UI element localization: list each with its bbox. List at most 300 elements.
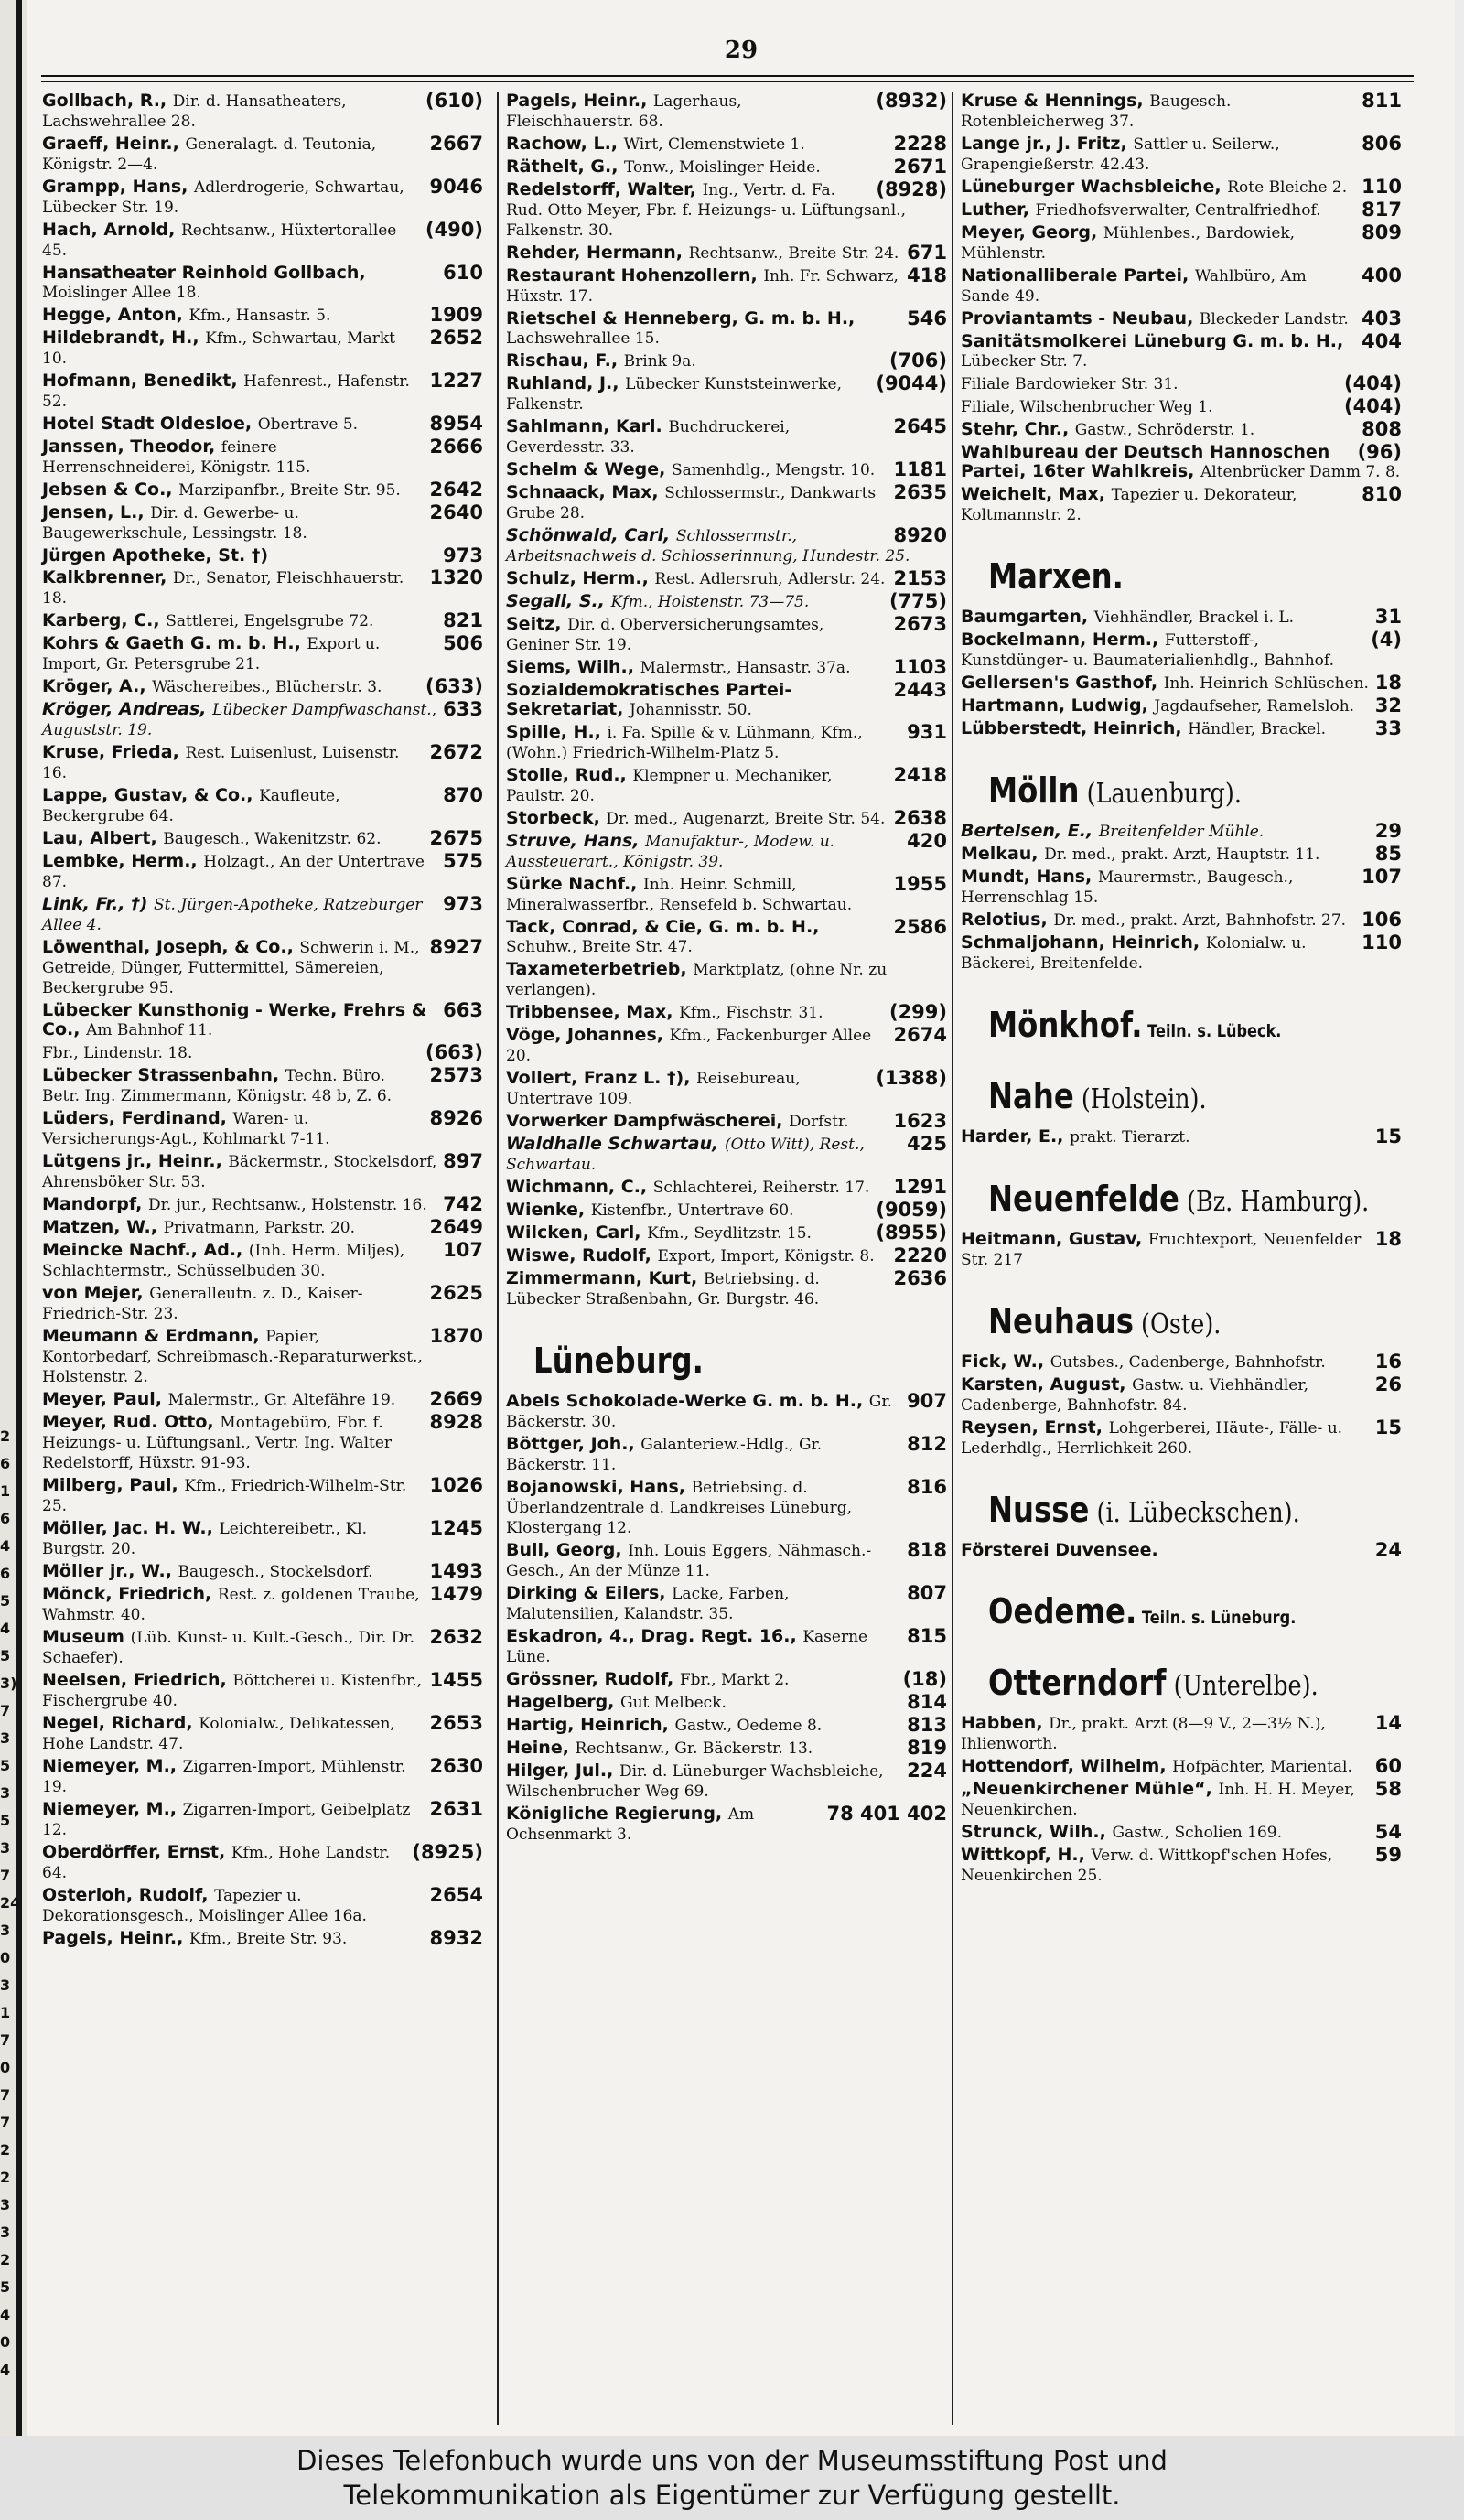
phone-number: 809 (1362, 221, 1402, 243)
town-heading (533, 1341, 888, 1381)
phone-number: 78 401 402 (826, 1803, 947, 1825)
directory-entry (961, 1230, 1405, 1270)
directory-entry (961, 332, 1405, 372)
directory-entry (42, 1218, 487, 1238)
directory-entry (961, 673, 1405, 694)
phone-number: 1291 (893, 1176, 947, 1198)
entry-name: Sozialdemokratisches Partei-Sekretariat, (506, 680, 792, 719)
margin-fragment: 6 (0, 1565, 11, 1582)
phone-number: 2220 (893, 1244, 947, 1266)
margin-fragment: 2 (0, 2141, 11, 2159)
entry-description: Kfm., Holstenstr. 73—75. (610, 593, 810, 611)
phone-number: 2669 (429, 1388, 483, 1410)
entry-name: Grössner, Rudolf, (506, 1669, 680, 1689)
phone-number: 2631 (429, 1798, 483, 1820)
entry-description: Galanteriew.-Hdlg., Gr. Bäckerstr. 11. (506, 1436, 823, 1474)
phone-number: 106 (1362, 909, 1402, 931)
entry-name: Baumgarten, (961, 607, 1094, 627)
entry-description: prakt. Tierarzt. (1070, 1128, 1190, 1147)
phone-number: (490) (425, 219, 483, 241)
phone-number: 2675 (429, 827, 483, 849)
entry-name: „Neuenkirchener Mühle“, (961, 1779, 1219, 1799)
entry-description: Papier, Kontorbedarf, Schreibmasch.-Reparaturwerkst., Holstenstr. 2. (42, 1328, 423, 1386)
entry-description: Rest. z. goldenen Traube, Wahmstr. 40. (42, 1586, 420, 1624)
phone-number: 54 (1374, 1821, 1402, 1843)
phone-number: 31 (1374, 606, 1402, 628)
entry-description: Tapezier u. Dekorationsgesch., Moislinger Allee 16a. (42, 1887, 367, 1925)
directory-entry (506, 351, 951, 372)
entry-name: Mandorpf, (42, 1194, 148, 1214)
margin-fragment: 6 (0, 1455, 11, 1472)
entry-description: Jagdaufseher, Ramelsloh. (1154, 697, 1355, 716)
phone-number: 2673 (893, 613, 947, 635)
entry-name: Heitmann, Gustav, (961, 1229, 1148, 1249)
phone-number: (8925) (412, 1841, 483, 1863)
directory-entry (961, 608, 1405, 628)
entry-description: Gastw., Scholien 169. (1112, 1824, 1282, 1842)
entry-name: Graeff, Heinr., (42, 134, 186, 154)
entry-description: Lacke, Farben, Malutensilien, Kalandstr. 35. (506, 1585, 790, 1623)
phone-number: 110 (1362, 932, 1402, 953)
phone-number: 1479 (429, 1583, 483, 1605)
entry-name: Stehr, Chr., (961, 419, 1075, 439)
entry-name: Neelsen, Friedrich, (42, 1670, 233, 1690)
entry-description: Rechtsanw., Breite Str. 24. (688, 244, 899, 263)
directory-entry (961, 420, 1405, 440)
directory-entry (42, 700, 487, 740)
phone-number: 15 (1374, 1125, 1402, 1147)
margin-fragment: 6 (0, 1510, 11, 1527)
phone-number: 107 (1362, 866, 1402, 888)
entry-description: Lübecker Str. 7. (961, 352, 1088, 371)
phone-number: 2635 (893, 481, 947, 503)
entry-description: Fruchtexport, Neuenfelder Str. 217 (961, 1231, 1362, 1269)
phone-number: 85 (1374, 843, 1402, 865)
directory-entry (506, 92, 951, 132)
directory-entry (506, 1392, 951, 1432)
phone-number: 24 (1374, 1539, 1402, 1561)
directory-entry (506, 374, 951, 415)
directory-entry (42, 852, 487, 892)
entry-description: Maurermstr., Baugesch., Herrenschlag 15. (961, 868, 1294, 907)
phone-number: 26 (1374, 1373, 1402, 1395)
town-heading (988, 1005, 1343, 1045)
entry-name: Rachow, L., (506, 134, 624, 154)
entry-description: Friedhofsverwalter, Centralfriedhof. (1035, 201, 1321, 220)
phone-number: 2228 (893, 133, 947, 155)
margin-fragment: 0 (0, 2333, 11, 2351)
phone-number: (18) (902, 1668, 947, 1690)
phone-number: 403 (1362, 307, 1402, 329)
phone-number: 425 (907, 1133, 947, 1155)
entry-description: Baugesch. Rotenbleicherweg 37. (961, 92, 1232, 131)
entry-description: Schuhw., Breite Str. 47. (506, 938, 693, 956)
margin-fragment: 3 (0, 1729, 11, 1747)
entry-description: Obertrave 5. (257, 415, 359, 434)
entry-name: Wilcken, Carl, (506, 1222, 648, 1243)
phone-number: 1909 (429, 304, 483, 326)
phone-number: 610 (443, 262, 483, 284)
directory-entry (506, 460, 951, 480)
town-name: Neuenfelde (988, 1179, 1179, 1219)
entry-description: Lohgerberei, Häute-, Fälle- u. Lederhdlg., Herrlichkeit 260. (961, 1419, 1343, 1458)
directory-entry (42, 1886, 487, 1926)
directory-entry (42, 1284, 487, 1324)
footer-line-1: Dieses Telefonbuch wurde uns von der Museumsstiftung Post und (296, 2445, 1168, 2476)
entry-description: Klempner u. Mechaniker, Paulstr. 20. (506, 767, 833, 805)
entry-description: Böttcherei u. Kistenfbr., Fischergrube 40. (42, 1672, 423, 1710)
phone-number: 418 (907, 264, 947, 286)
town-heading (988, 1179, 1370, 1219)
margin-fragment: 3 (0, 2196, 11, 2213)
town-heading (988, 556, 1343, 597)
directory-entry (961, 200, 1405, 221)
footer-notice (0, 2436, 1464, 2520)
entry-name: Museum (42, 1627, 131, 1647)
entry-description: Inh. Fr. Schwarz, Hüxstr. 17. (506, 267, 899, 306)
phone-number: 8927 (429, 936, 483, 958)
directory-entry (42, 1585, 487, 1625)
directory-entry (961, 92, 1405, 132)
directory-entry (961, 1127, 1405, 1147)
entry-description: Moislinger Allee 18. (42, 284, 201, 302)
phone-number: 8954 (429, 413, 483, 435)
town-heading (988, 1301, 1343, 1341)
entry-description: Export u. Import, Gr. Petersgrube 21. (42, 635, 381, 673)
entry-description: Kfm., Fackenburger Allee 20. (506, 1027, 872, 1065)
phone-number: 807 (907, 1582, 947, 1604)
directory-entry (42, 503, 487, 544)
entry-description: Malermstr., Gr. Altefähre 19. (167, 1391, 396, 1409)
entry-name: Seitz, (506, 614, 568, 634)
town-name: Marxen. (988, 556, 1124, 597)
phone-number: 2654 (429, 1884, 483, 1906)
entry-name: Struve, Hans, (506, 831, 646, 851)
entry-name: Abels Schokolade-Werke G. m. b. H., (506, 1391, 869, 1411)
phone-number: 224 (907, 1760, 947, 1782)
entry-description: Bleckeder Landstr. (1199, 310, 1349, 328)
directory-entry (42, 1671, 487, 1711)
phone-number: 2632 (429, 1626, 483, 1648)
directory-entry (961, 374, 1405, 394)
entry-description: (Otto Witt), Rest., Schwartau. (506, 1136, 865, 1174)
entry-name: Jürgen Apotheke, St. †) (42, 545, 269, 565)
directory-entry (961, 719, 1405, 739)
phone-number: 58 (1374, 1778, 1402, 1800)
entry-name: Lau, Albert, (42, 828, 164, 848)
entry-description: Kfm., Hohe Landstr. 64. (42, 1844, 391, 1882)
entry-description: Generalagt. d. Teutonia, Königstr. 2—4. (42, 135, 377, 174)
phone-number: (9059) (876, 1199, 947, 1221)
entry-name: Niemeyer, M., (42, 1799, 183, 1819)
directory-entry (42, 1390, 487, 1410)
entry-name: Stolle, Rud., (506, 765, 633, 785)
entry-description: Dr. med., Augenarzt, Breite Str. 54. (606, 810, 886, 828)
phone-number: 16 (1374, 1351, 1402, 1373)
directory-entry (42, 1562, 487, 1582)
entry-description: Dir. d. Gewerbe- u. Baugewerkschule, Lessingstr. 18. (42, 504, 307, 543)
directory-entry (506, 1112, 951, 1132)
phone-number: 15 (1374, 1416, 1402, 1438)
directory-entry (42, 1241, 487, 1281)
phone-number: 2418 (893, 764, 947, 786)
entry-description: Generalleutn. z. D., Kaiser-Friedrich-Str. 23. (42, 1285, 363, 1323)
directory-entry (506, 243, 951, 264)
directory-entry (42, 546, 487, 565)
entry-name: Segall, S., (506, 591, 611, 611)
entry-description: Filiale, Wilschenbrucher Weg 1. (961, 398, 1213, 416)
entry-name: Lüders, Ferdinand, (42, 1108, 233, 1128)
entry-description: Dir. d. Oberversicherungsamtes, Geniner Str. 19. (506, 616, 824, 654)
entry-name: Heine, (506, 1738, 576, 1758)
phone-number: 818 (907, 1539, 947, 1561)
entry-description: Kfm., Seydlitzstr. 15. (647, 1224, 812, 1243)
phone-number: 2642 (429, 479, 483, 501)
entry-description: Gastw., Schröderstr. 1. (1074, 421, 1255, 439)
town-heading (988, 1076, 1343, 1116)
entry-description: Kolonialw., Delikatessen, Hohe Landstr. 47. (42, 1715, 395, 1753)
directory-entry (506, 135, 951, 155)
entry-description: Schwerin i. M., Getreide, Dünger, Futtermittel, Sämereien, Beckergrube 95. (42, 939, 420, 997)
directory-entry (506, 1804, 951, 1845)
phone-number: 404 (1362, 330, 1402, 352)
directory-entry (42, 1519, 487, 1559)
entry-name: Proviantamts - Neubau, (961, 308, 1200, 328)
town-name: Mölln (988, 770, 1080, 811)
entry-description: Kfm., Breite Str. 93. (188, 1930, 348, 1948)
phone-number: 29 (1374, 820, 1402, 842)
entry-name: Wittkopf, H., (961, 1845, 1092, 1865)
entry-name: Spille, H., (506, 722, 608, 742)
entry-description: Manufaktur-, Modew. u. Aussteuerart., Königstr. 39. (506, 833, 835, 871)
entry-name: Hartig, Heinrich, (506, 1715, 675, 1735)
phone-number: 1245 (429, 1517, 483, 1539)
entry-name: Gellersen's Gasthof, (961, 673, 1164, 693)
phone-number: 2630 (429, 1755, 483, 1777)
entry-name: Hofmann, Benedikt, (42, 371, 244, 391)
entry-description: Sattlerei, Engelsgrube 72. (166, 612, 374, 630)
directory-entry (961, 485, 1405, 525)
directory-entry (961, 397, 1405, 417)
entry-name: Wahlbureau der Deutsch Hannoschen Partei, 16ter Wahlkreis, (961, 442, 1330, 481)
margin-fragment: 0 (0, 2059, 11, 2076)
directory-entry (42, 743, 487, 783)
phone-number: (663) (425, 1041, 483, 1063)
entry-description: Rechtsanw., Hüxtertorallee 45. (42, 221, 397, 260)
entry-name: Hilger, Jul., (506, 1761, 619, 1781)
entry-name: Jensen, L., (42, 502, 151, 522)
directory-entry (42, 1043, 487, 1063)
margin-fragment: 7 (0, 2114, 11, 2131)
phone-number: 1623 (893, 1110, 947, 1132)
margin-fragment: 2 (0, 2169, 11, 2186)
directory-entry (42, 1714, 487, 1754)
entry-name: Schelm & Wege, (506, 459, 672, 479)
phone-number: (775) (888, 590, 947, 612)
phone-number: 819 (907, 1737, 947, 1759)
directory-entry (506, 157, 951, 178)
directory-entry (506, 180, 951, 241)
entry-name: Meyer, Paul, (42, 1389, 168, 1409)
entry-name: Strunck, Wilh., (961, 1822, 1113, 1842)
entry-description: Techn. Büro. Betr. Ing. Zimmermann, Königstr. 48 b, Z. 6. (42, 1067, 393, 1105)
phone-number: 815 (907, 1625, 947, 1647)
phone-number: 2653 (429, 1712, 483, 1734)
entry-name: Reysen, Ernst, (961, 1417, 1109, 1438)
entry-description: Betriebsing. d. Überlandzentrale d. Landkreises Lüneburg, Klostergang 12. (506, 1479, 853, 1537)
entry-description: St. Jürgen-Apotheke, Ratzeburger Allee 4. (42, 896, 423, 934)
entry-description: Filiale Bardowieker Str. 31. (961, 375, 1179, 393)
phone-number: 2625 (429, 1282, 483, 1304)
phone-number: 2638 (893, 807, 947, 829)
entry-description: Kaserne Lüne. (506, 1628, 868, 1666)
margin-fragment: 5 (0, 1757, 11, 1774)
phone-number: 18 (1374, 672, 1402, 694)
entry-description: Wäschereibes., Blücherstr. 3. (152, 678, 382, 696)
entry-name: Hach, Arnold, (42, 220, 181, 240)
entry-description: Kfm., Friedrich-Wilhelm-Str. 25. (42, 1477, 407, 1515)
town-reference: Teiln. s. Lübeck. (1142, 1021, 1282, 1041)
phone-number: 1026 (429, 1474, 483, 1496)
phone-number: 2667 (429, 133, 483, 155)
entry-description: Betriebsing. d. Lübecker Straßenbahn, Gr. Burgstr. 46. (506, 1270, 820, 1308)
phone-number: 663 (443, 999, 483, 1021)
phone-number: 821 (443, 609, 483, 631)
phone-number: 2586 (893, 916, 947, 938)
entry-description: Ing., Vertr. d. Fa. Rud. Otto Meyer, Fbr. f. Heizungs- u. Lüftungsanl., Falkenstr. 30. (506, 181, 906, 240)
entry-name: von Mejer, (42, 1283, 150, 1303)
directory-entry (961, 135, 1405, 175)
phone-number: 8920 (893, 524, 947, 546)
directory-entry (506, 766, 951, 806)
entry-description: Rechtsanw., Gr. Bäckerstr. 13. (575, 1739, 813, 1758)
entry-description: i. Fa. Spille & v. Lühmann, Kfm., (Wohn.) Friedrich-Wilhelm-Platz 5. (506, 724, 863, 762)
phone-number: (404) (1343, 395, 1402, 417)
phone-number: 110 (1362, 176, 1402, 198)
entry-name: Hildebrandt, H., (42, 328, 206, 348)
phone-number: 897 (443, 1150, 483, 1172)
phone-number: (8932) (876, 90, 947, 112)
phone-number: 14 (1374, 1712, 1402, 1734)
entry-name: Osterloh, Rudolf, (42, 1885, 215, 1905)
entry-description: Fbr., Markt 2. (679, 1671, 790, 1689)
directory-entry (42, 437, 487, 478)
directory-entry (506, 1693, 951, 1713)
phone-number: 1455 (429, 1669, 483, 1691)
phone-number: (706) (888, 350, 947, 372)
directory-entry (42, 135, 487, 175)
entry-description: Waren- u. Versicherungs-Agt., Kohlmarkt 7-11. (42, 1110, 330, 1148)
entry-name: Vorwerker Dampfwäscherei, (506, 1111, 790, 1131)
town-name: Mönkhof. (988, 1005, 1143, 1045)
entry-name: Hagelberg, (506, 1692, 621, 1712)
entry-name: Bertelsen, E., (961, 821, 1099, 841)
entry-name: Pagels, Heinr., (42, 1928, 189, 1948)
directory-entry (961, 1352, 1405, 1373)
directory-entry (42, 92, 487, 132)
directory-entry (506, 266, 951, 307)
margin-fragment: 2 (0, 1427, 11, 1445)
directory-entry (506, 1761, 951, 1802)
entry-name: Redelstorff, Walter, (506, 179, 703, 199)
entry-name: Hansatheater Reinhold Gollbach, (42, 263, 366, 283)
entry-description: Fbr., Lindenstr. 18. (42, 1044, 193, 1062)
directory-entry (506, 681, 951, 720)
entry-description: Händler, Brackel. (1188, 720, 1327, 738)
margin-fragment: 4 (0, 1537, 11, 1555)
entry-name: Storbeck, (506, 808, 607, 828)
phone-number: 400 (1362, 264, 1402, 286)
entry-name: Restaurant Hohenzollern, (506, 265, 764, 285)
column-1 (42, 92, 487, 1952)
entry-name: Harder, E., (961, 1126, 1071, 1147)
entry-description: Bäckermstr., Stockelsdorf, Ahrensböker Str. 53. (42, 1153, 437, 1191)
directory-entry (961, 1823, 1405, 1843)
entry-name: Relotius, (961, 910, 1054, 930)
entry-description: Leichtereibetr., Kl. Burgstr. 20. (42, 1520, 368, 1558)
entry-description: Mühlenbes., Bardowiek, Mühlenstr. (961, 224, 1296, 263)
directory-entry (506, 1269, 951, 1309)
entry-description: Buchdruckerei, Geverdesstr. 33. (506, 418, 791, 457)
entry-description: Inh. Heinr. Schmill, Mineralwasserfbr., Rensefeld b. Schwartau. (506, 876, 853, 914)
entry-description: Gastw. u. Viehhändler, Cadenberge, Bahnhofstr. 84. (961, 1376, 1309, 1415)
directory-entry (506, 875, 951, 915)
town-reference: Teiln. s. Lüneburg. (1136, 1608, 1297, 1628)
entry-description: feinere Herrenschneiderei, Königstr. 115. (42, 438, 311, 477)
page-number: 29 (724, 37, 759, 64)
phone-number: 1870 (429, 1325, 483, 1347)
entry-name: Ruhland, J., (506, 373, 626, 393)
directory-entry (506, 615, 951, 655)
directory-entry (961, 910, 1405, 931)
entry-description: Inh. H. H. Meyer, Neuenkirchen. (961, 1781, 1355, 1819)
entry-name: Hottendorf, Wilhelm, (961, 1756, 1173, 1776)
entry-description: Verw. d. Wittkopf'schen Hofes, Neuenkirchen 25. (961, 1847, 1333, 1885)
entry-description: Gut Melbeck. (620, 1694, 727, 1712)
phone-number: 8928 (429, 1411, 483, 1433)
entry-description: Lagerhaus, Fleischhauerstr. 68. (506, 92, 742, 131)
entry-description: Dorfstr. (789, 1113, 849, 1131)
town-name: Otterndorf (988, 1663, 1167, 1703)
phone-number: 812 (907, 1433, 947, 1455)
directory-entry (506, 1478, 951, 1538)
entry-name: Lübecker Strassenbahn, (42, 1065, 285, 1085)
entry-description: Kistenfbr., Untertrave 60. (590, 1201, 794, 1220)
entry-description: Dr. med., prakt. Arzt, Bahnhofstr. 27. (1053, 911, 1347, 930)
margin-fragment: 5 (0, 1592, 11, 1610)
margin-fragment: 1 (0, 2004, 11, 2021)
phone-number: 60 (1374, 1755, 1402, 1777)
entry-description: Rest. Luisenlust, Luisenstr. 16. (42, 744, 400, 782)
directory-entry (506, 483, 951, 523)
phone-number: 973 (443, 544, 483, 566)
directory-entry (506, 1026, 951, 1066)
entry-name: Tack, Conrad, & Cie, G. m. b. H., (506, 917, 820, 937)
phone-number: (8928) (876, 178, 947, 200)
entry-name: Möller jr., W., (42, 1561, 178, 1581)
directory-entry (42, 415, 487, 435)
directory-entry (506, 832, 951, 872)
phone-number: 870 (443, 784, 483, 806)
entry-description: Kaufleute, Beckergrube 64. (42, 787, 340, 825)
directory-entry (961, 630, 1405, 671)
entry-description: Export, Import, Königstr. 8. (657, 1247, 875, 1265)
phone-number: 546 (907, 307, 947, 329)
directory-entry (506, 309, 951, 349)
entry-name: Sahlmann, Karl. (506, 416, 669, 436)
directory-entry (42, 328, 487, 369)
directory-entry (42, 568, 487, 608)
